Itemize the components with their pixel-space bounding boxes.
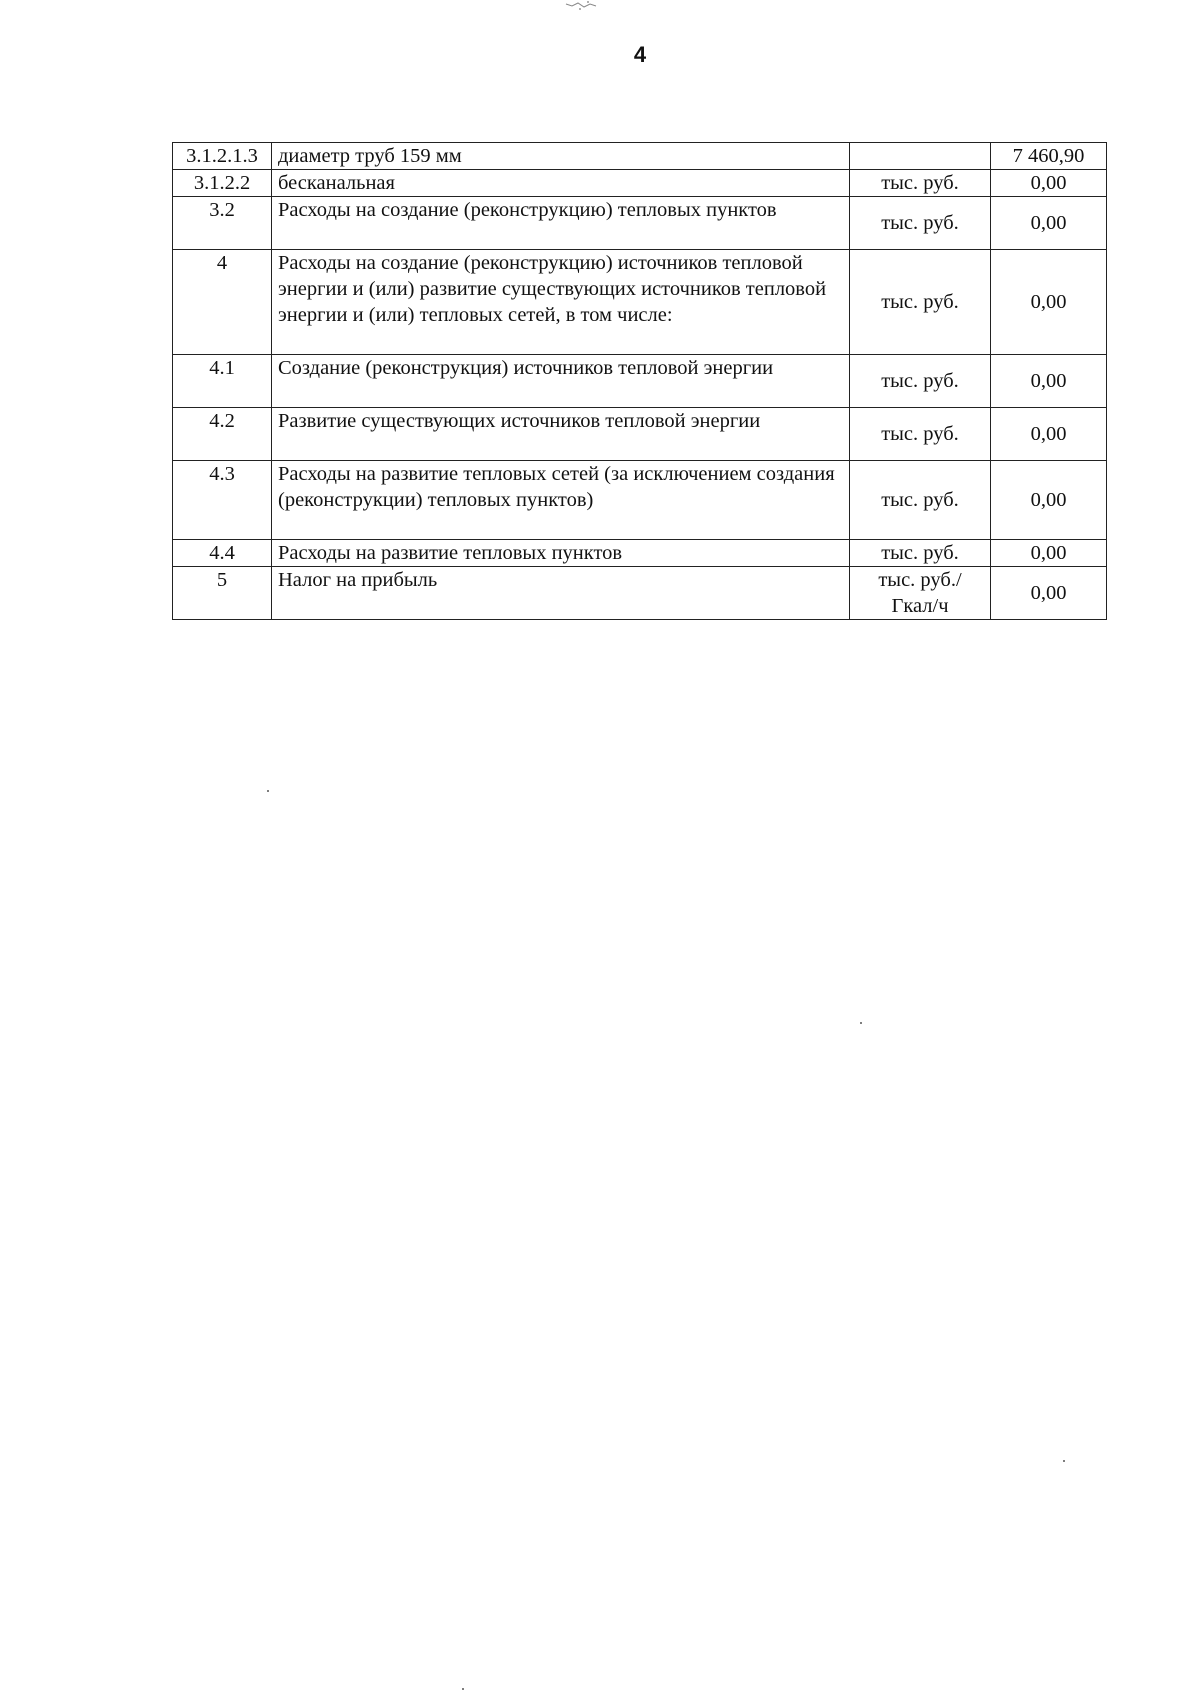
row-number: 3.1.2.2 bbox=[173, 170, 272, 197]
row-name: Расходы на развитие тепловых сетей (за исключением создания (реконструкции) тепловых пунктов) bbox=[272, 461, 850, 540]
row-number: 4.1 bbox=[173, 355, 272, 408]
scan-speck bbox=[1063, 1460, 1065, 1462]
page-number: 4 bbox=[633, 42, 647, 67]
row-number: 4.3 bbox=[173, 461, 272, 540]
row-name: Расходы на создание (реконструкцию) тепловых пунктов bbox=[272, 197, 850, 250]
table-row bbox=[173, 355, 1107, 408]
row-value: 0,00 bbox=[991, 461, 1107, 540]
table-row bbox=[173, 408, 1107, 461]
row-number: 5 bbox=[173, 567, 272, 620]
table-row bbox=[173, 170, 1107, 197]
scan-artifact bbox=[560, 0, 610, 12]
row-value: 0,00 bbox=[991, 355, 1107, 408]
row-name: Расходы на создание (реконструкцию) источников тепловой энергии и (или) развитие существующих источников тепловой энергии и (или) тепловых сетей, в том числе: bbox=[272, 250, 850, 355]
row-number: 4 bbox=[173, 250, 272, 355]
row-value: 0,00 bbox=[991, 170, 1107, 197]
row-name: Налог на прибыль bbox=[272, 567, 850, 620]
row-value: 7 460,90 bbox=[991, 143, 1107, 170]
row-value: 0,00 bbox=[991, 250, 1107, 355]
row-number: 4.4 bbox=[173, 540, 272, 567]
expense-table bbox=[172, 142, 1107, 620]
row-unit: тыс. руб. bbox=[850, 170, 991, 197]
table-row bbox=[173, 461, 1107, 540]
row-name: бесканальная bbox=[272, 170, 850, 197]
row-unit: тыс. руб. bbox=[850, 250, 991, 355]
table-row bbox=[173, 567, 1107, 620]
table-row bbox=[173, 143, 1107, 170]
scan-speck bbox=[860, 1022, 862, 1024]
scan-speck bbox=[267, 790, 269, 792]
row-unit: тыс. руб. bbox=[850, 408, 991, 461]
row-number: 3.2 bbox=[173, 197, 272, 250]
row-value: 0,00 bbox=[991, 567, 1107, 620]
row-number: 4.2 bbox=[173, 408, 272, 461]
row-value: 0,00 bbox=[991, 540, 1107, 567]
row-unit bbox=[850, 143, 991, 170]
row-unit: тыс. руб. bbox=[850, 540, 991, 567]
row-name: Создание (реконструкция) источников тепловой энергии bbox=[272, 355, 850, 408]
row-number: 3.1.2.1.3 bbox=[173, 143, 272, 170]
scan-speck bbox=[462, 1688, 464, 1690]
row-unit: тыс. руб. bbox=[850, 197, 991, 250]
row-unit: тыс. руб./Гкал/ч bbox=[850, 567, 991, 620]
row-value: 0,00 bbox=[991, 197, 1107, 250]
row-name: Расходы на развитие тепловых пунктов bbox=[272, 540, 850, 567]
row-name: диаметр труб 159 мм bbox=[272, 143, 850, 170]
row-unit: тыс. руб. bbox=[850, 355, 991, 408]
row-unit: тыс. руб. bbox=[850, 461, 991, 540]
row-value: 0,00 bbox=[991, 408, 1107, 461]
table-row bbox=[173, 540, 1107, 567]
row-name: Развитие существующих источников тепловой энергии bbox=[272, 408, 850, 461]
table-row bbox=[173, 197, 1107, 250]
table-row bbox=[173, 250, 1107, 355]
